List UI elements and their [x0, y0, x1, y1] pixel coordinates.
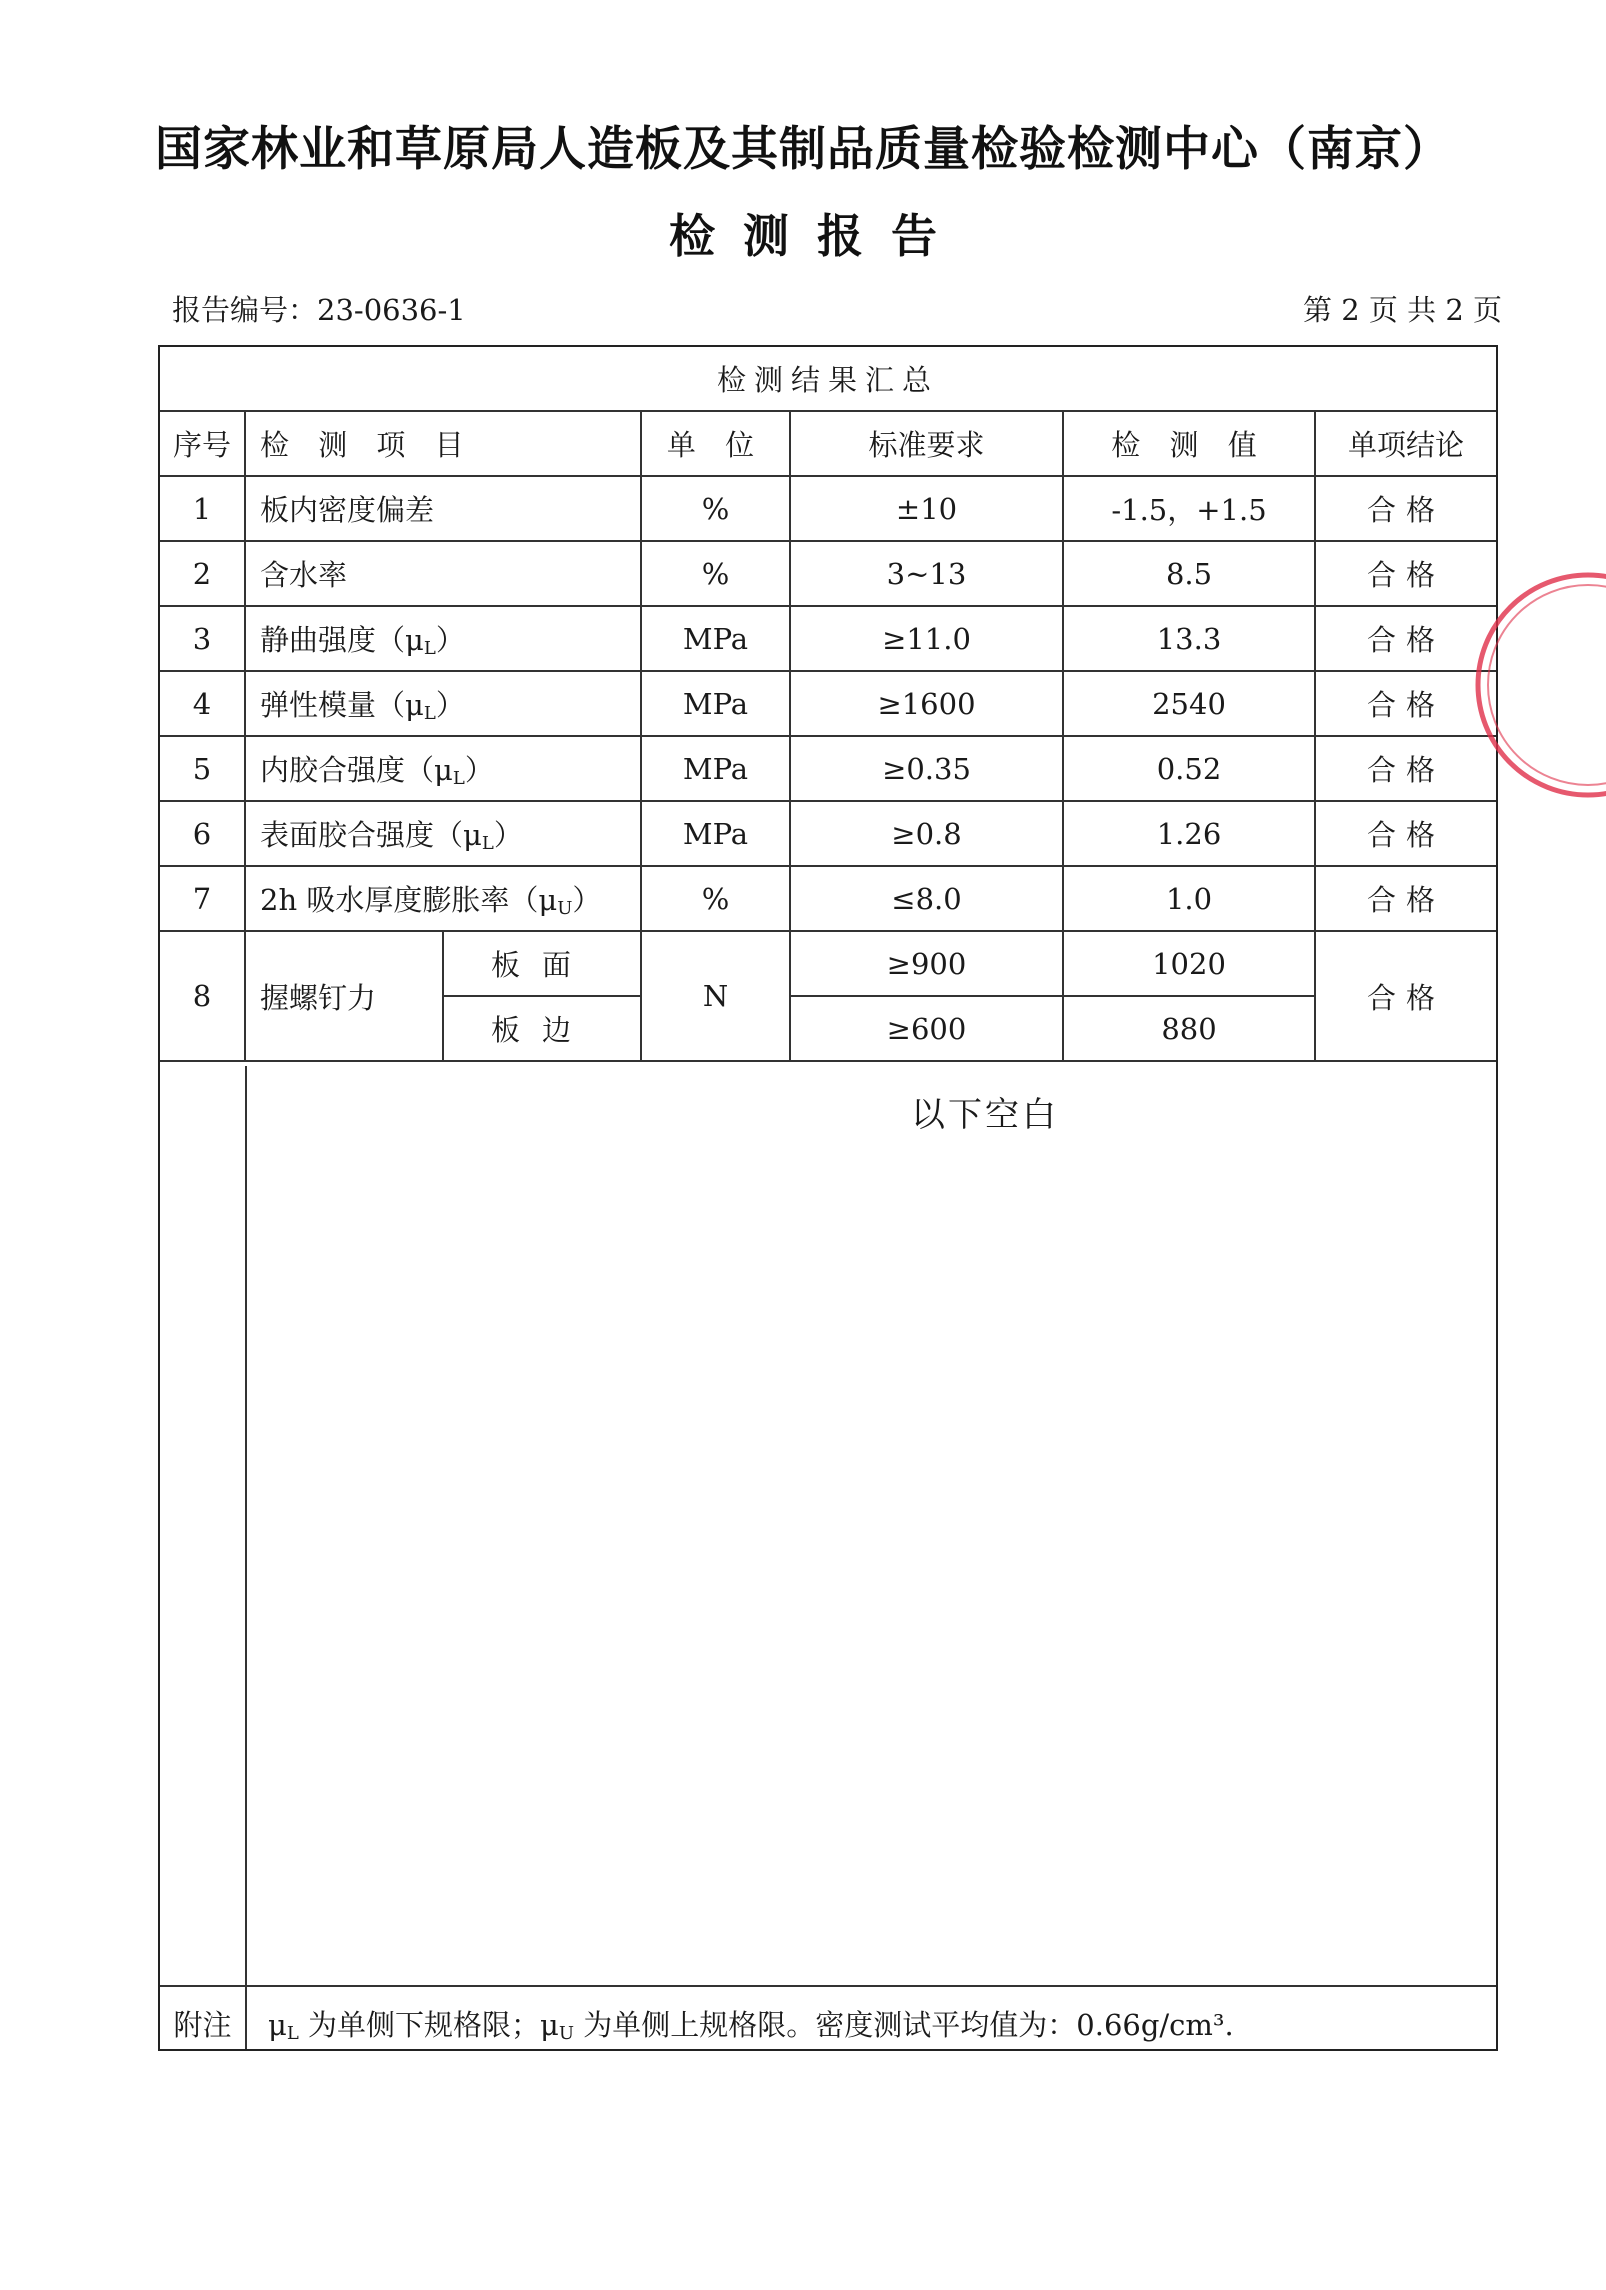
- row-item: 板内密度偏差: [245, 476, 641, 541]
- note-divider: [160, 1985, 1496, 1987]
- table-header-row: [160, 411, 1496, 476]
- row-item: 表面胶合强度$(\mu_L)$: [245, 801, 641, 866]
- row-no: 7: [160, 866, 245, 931]
- table-row: [160, 736, 1496, 801]
- row-requirement: 3~13: [790, 541, 1063, 606]
- row-unit: MPa: [641, 606, 790, 671]
- header-unit: 单 位: [641, 411, 790, 476]
- row-requirement: ≤8.0: [790, 866, 1063, 931]
- row-no: 2: [160, 541, 245, 606]
- row-value: 13.3: [1063, 606, 1315, 671]
- results-table: [160, 347, 1496, 1062]
- results-frame: [158, 345, 1498, 2051]
- report-number: 报告编号：23-0636-1: [172, 293, 466, 327]
- row-requirement: ±10: [790, 476, 1063, 541]
- row-requirement: ≥1600: [790, 671, 1063, 736]
- row-unit: %: [641, 866, 790, 931]
- sub-item-edge: 板边: [443, 996, 641, 1061]
- table-row: [160, 541, 1496, 606]
- row-item: 内胶合强度$(\mu_L)$: [245, 736, 641, 801]
- row-result: 合格: [1315, 931, 1496, 1061]
- row-item: 2h 吸水厚度膨胀率$(\mu_U)$: [245, 866, 641, 931]
- header-item: 检 测 项 目: [245, 411, 641, 476]
- row-no: 3: [160, 606, 245, 671]
- report-title: 检测报告: [669, 209, 965, 263]
- row-no: 6: [160, 801, 245, 866]
- row-item: 弹性模量$(\mu_L)$: [245, 671, 641, 736]
- seal-stamp-icon: [1468, 565, 1606, 805]
- row-unit: N: [641, 931, 790, 1061]
- row-no: 4: [160, 671, 245, 736]
- sub-value-edge: 880: [1063, 996, 1315, 1061]
- page-info: 第 2 页 共 2 页: [1303, 293, 1502, 327]
- row-result: 合格: [1315, 541, 1496, 606]
- row-requirement: ≥0.8: [790, 801, 1063, 866]
- sub-requirement-face: ≥900: [790, 931, 1063, 996]
- table-row: [160, 931, 1496, 996]
- note-text: $\mu_L$ 为单侧下规格限；$\mu_U$ 为单侧上规格限。密度测试平均值为：0.66g/cm³.: [268, 2008, 1234, 2044]
- row-result: 合格: [1315, 736, 1496, 801]
- header-requirement: 标准要求: [790, 411, 1063, 476]
- row-value: 1.0: [1063, 866, 1315, 931]
- row-unit: MPa: [641, 671, 790, 736]
- row-unit: MPa: [641, 801, 790, 866]
- row-value: 0.52: [1063, 736, 1315, 801]
- row-unit: %: [641, 476, 790, 541]
- sub-requirement-edge: ≥600: [790, 996, 1063, 1061]
- row-requirement: ≥0.35: [790, 736, 1063, 801]
- table-row: [160, 671, 1496, 736]
- note-label: 附注: [173, 2008, 232, 2042]
- row-result: 合格: [1315, 801, 1496, 866]
- row-result: 合格: [1315, 671, 1496, 736]
- table-row: [160, 866, 1496, 931]
- blank-column-divider: [245, 1066, 247, 1985]
- organization-name: 国家林业和草原局人造板及其制品质量检验检测中心（南京）: [155, 122, 1451, 177]
- row-value: 1.26: [1063, 801, 1315, 866]
- note-column-divider: [245, 1985, 247, 2049]
- row-result: 合格: [1315, 606, 1496, 671]
- row-item: 握螺钉力: [245, 931, 443, 1061]
- row-value: -1.5，+1.5: [1063, 476, 1315, 541]
- row-no: 5: [160, 736, 245, 801]
- header-result: 单项结论: [1315, 411, 1496, 476]
- sub-value-face: 1020: [1063, 931, 1315, 996]
- row-no: 1: [160, 476, 245, 541]
- table-row: [160, 476, 1496, 541]
- row-item: 含水率: [245, 541, 641, 606]
- sub-item-face: 板面: [443, 931, 641, 996]
- row-item: 静曲强度$(\mu_L)$: [245, 606, 641, 671]
- blank-remark: 以下空白: [911, 1095, 1059, 1135]
- table-row: [160, 606, 1496, 671]
- table-caption: 检测结果汇总: [160, 347, 1496, 411]
- header-value: 检 测 值: [1063, 411, 1315, 476]
- row-unit: MPa: [641, 736, 790, 801]
- row-unit: %: [641, 541, 790, 606]
- row-result: 合格: [1315, 476, 1496, 541]
- row-value: 2540: [1063, 671, 1315, 736]
- row-requirement: ≥11.0: [790, 606, 1063, 671]
- header-no: 序号: [160, 411, 245, 476]
- row-no: 8: [160, 931, 245, 1061]
- row-value: 8.5: [1063, 541, 1315, 606]
- row-result: 合格: [1315, 866, 1496, 931]
- table-row: [160, 801, 1496, 866]
